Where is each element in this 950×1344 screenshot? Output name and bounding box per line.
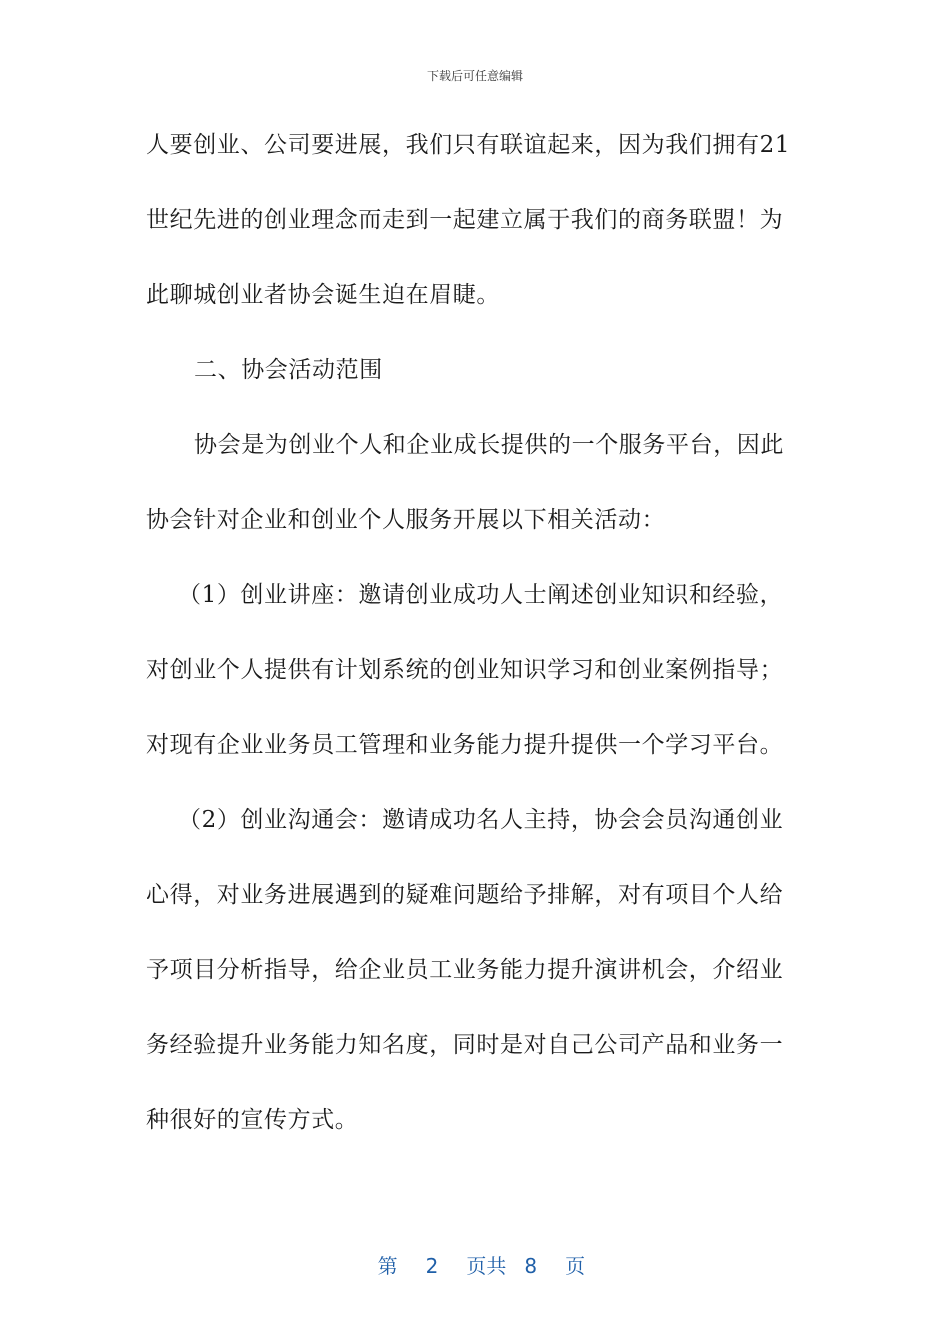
- current-page-number: 2: [425, 1254, 439, 1278]
- list-item-line: （2）创业沟通会：邀请成功名人主持，协会会员沟通创业: [178, 807, 784, 833]
- body-line: 世纪先进的创业理念而走到一起建立属于我们的商务联盟！为: [146, 207, 784, 233]
- body-line: 此聊城创业者协会诞生迫在眉睫。: [146, 282, 500, 308]
- body-line: 务经验提升业务能力知名度，同时是对自己公司产品和业务一: [146, 1032, 784, 1058]
- body-line: 协会是为创业个人和企业成长提供的一个服务平台，因此: [194, 432, 784, 458]
- list-item-line: （1）创业讲座：邀请创业成功人士阐述创业知识和经验，: [178, 582, 784, 608]
- body-line: 种很好的宣传方式。: [146, 1107, 359, 1133]
- body-line: 对现有企业业务员工管理和业务能力提升提供一个学习平台。: [146, 732, 784, 758]
- body-line: 予项目分析指导，给企业员工业务能力提升演讲机会，介绍业: [146, 957, 784, 983]
- body-line: 心得，对业务进展遇到的疑难问题给予排解，对有项目个人给: [146, 882, 784, 908]
- body-line: 人要创业、公司要进展，我们只有联谊起来，因为我们拥有21: [146, 132, 791, 158]
- page-number-footer: [0, 1226, 950, 1279]
- footer-prefix: 第: [377, 1254, 398, 1278]
- section-heading: 二、协会活动范围: [194, 357, 383, 383]
- body-line: 对创业个人提供有计划系统的创业知识学习和创业案例指导；: [146, 657, 784, 683]
- header-note: 下载后可任意编辑: [426, 69, 523, 83]
- footer-suffix: 页: [565, 1254, 586, 1278]
- footer-middle: 页共: [466, 1254, 507, 1278]
- total-pages-number: 8: [524, 1254, 538, 1278]
- body-line: 协会针对企业和创业个人服务开展以下相关活动：: [146, 507, 666, 533]
